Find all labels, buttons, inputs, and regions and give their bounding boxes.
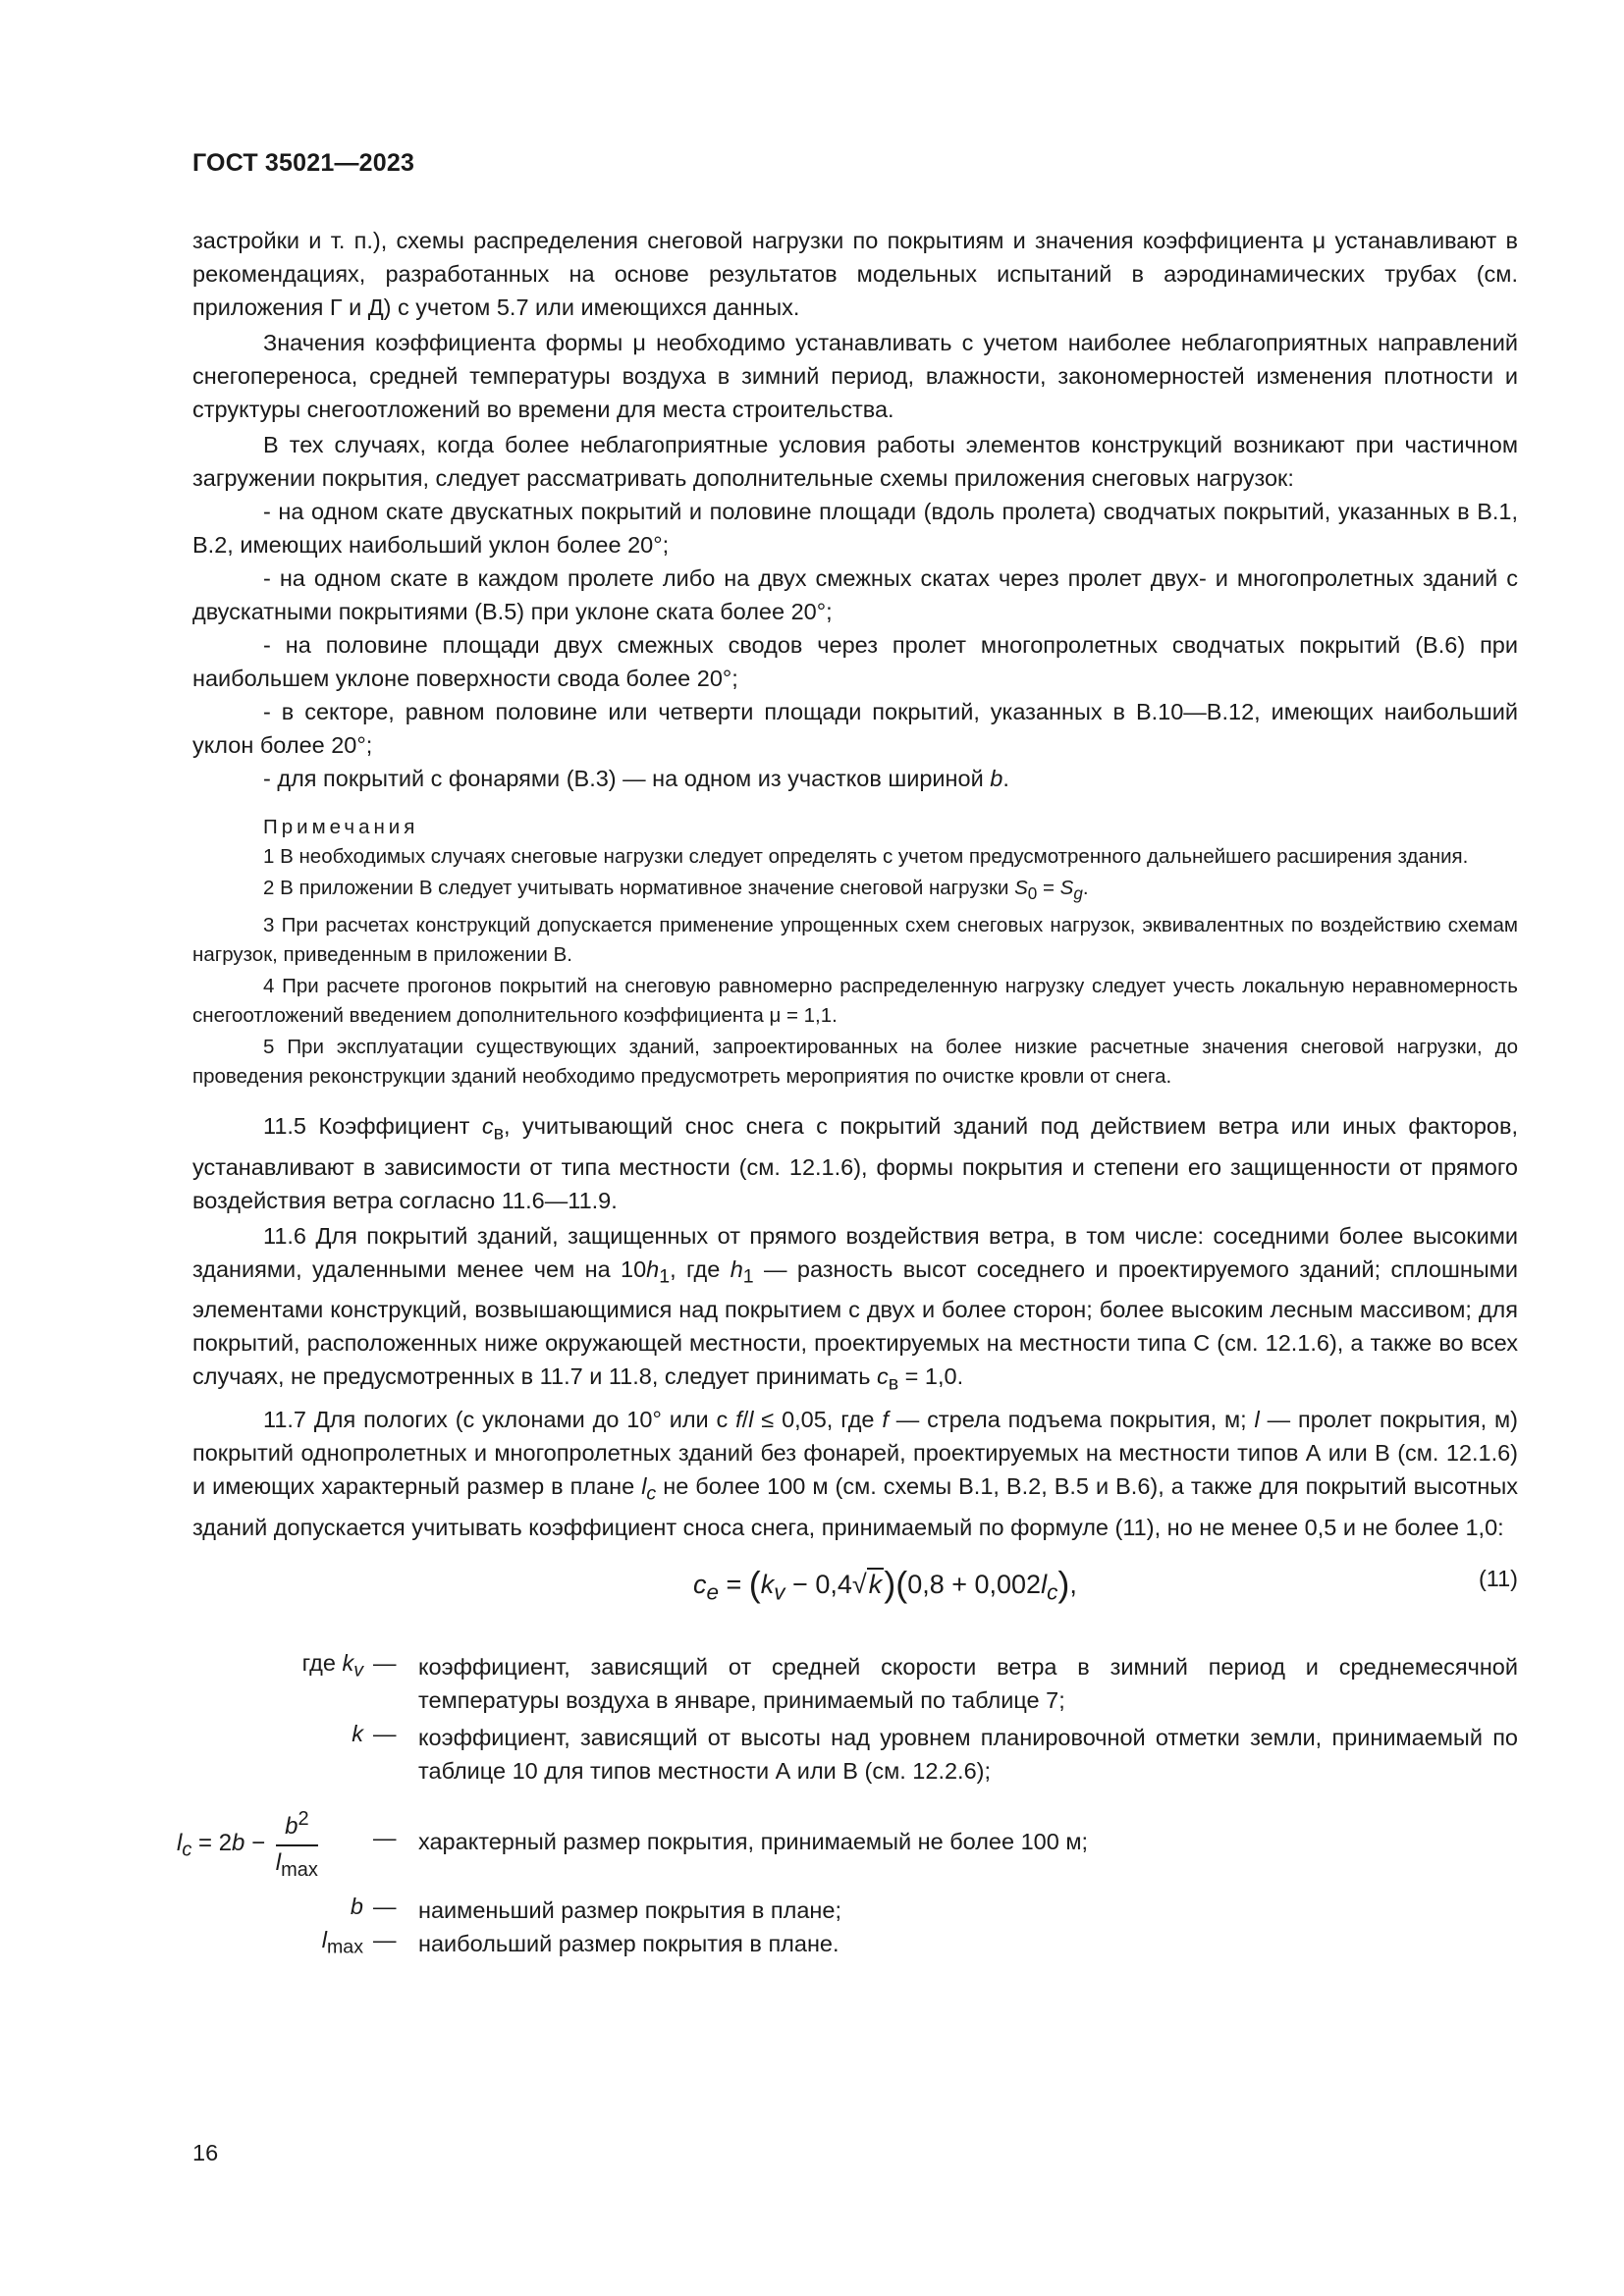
sqrt-symbol: √ bbox=[851, 1569, 867, 1599]
formula-11 bbox=[192, 1554, 1518, 1623]
section-11-6: 11.6 Для покрытий зданий, защищенных от прямого воздействия ветра, в том числе: соседними более высокими зданиями, удаленными менее чем на $10h_1$, где $h_1$ — разность высот соседнего и проектируемого зданий; сплошными элементами конструкций, возвышающимися над покрытием с двух и более сторон; более высоким лесным массивом; для покрытий, расположенных ниже окружающей местности, проектируемых на местности типа С (см. 12.1.6), а также во всех случаях, не предусмотренных в 11.7 и 11.8, следует принимать $c_в = 1,0$. bbox=[192, 1222, 1519, 1396]
note-item: 3 При расчетах конструкций допускается применение упрощенных схем снеговых нагрузок, эквивалентных по воздействию схемам нагрузок, приведенным в приложении В. bbox=[192, 914, 1518, 967]
section-11-5: 11.5 Коэффициент $c_в$, учитывающий снос снега с покрытий зданий под действием ветра или иных факторов, устанавливают в зависимости от типа местности (см. 12.1.6), формы покрытия и степени его защищенности от прямого воздействия ветра согласно 11.6—11.9. bbox=[192, 1113, 1518, 1213]
list-item: - в секторе, равном половине или четверти площади покрытий, указанных в В.10—В.12, имеющих наибольший уклон более 20°; bbox=[192, 699, 1518, 758]
paragraph-partial-loading: В тех случаях, когда более неблагоприятные условия работы элементов конструкций возникают при частичном загружении покрытия, следует рассматривать дополнительные схемы приложения снеговых нагрузок: bbox=[192, 432, 1518, 491]
definition-k: k — коэффициент, зависящий от высоты над уровнем планировочной отметки земли, принимаемый по таблице 10 для типов местности А или В (см. 12.2.6); bbox=[352, 1720, 1518, 1784]
formula-expression: $c_e = (k_v - 0,4√k)(0,8 + 0,002l_c)$, bbox=[693, 1563, 1077, 1605]
definition-b: b — наименьший размер покрытия в плане; bbox=[350, 1893, 842, 1923]
list-item: - на половине площади двух смежных сводов через пролет многопролетных сводчатых покрытий (В.6) при наибольшем уклоне поверхности свода более 20°; bbox=[192, 632, 1518, 691]
definition-lc: $l_c = 2b$ − $\frac{b^2}{l_{max}}$ — характерный размер покрытия, принимаемый не более 100 м; bbox=[192, 1801, 1518, 1884]
document-header: ГОСТ 35021—2023 bbox=[192, 149, 415, 177]
note-item: 5 При эксплуатации существующих зданий, запроектированных на более низкие расчетные значения снеговой нагрузки, до проведения реконструкции зданий необходимо предусмотреть мероприятия по очистке кровли от снега. bbox=[192, 1036, 1518, 1089]
formula-number: (11) bbox=[1478, 1565, 1518, 1591]
notes-heading: Примечания bbox=[263, 816, 419, 838]
list-item: - для покрытий с фонарями (В.3) — на одном из участков шириной b. bbox=[263, 766, 1009, 791]
definition-lmax: $l_{max}$ — наибольший размер покрытия в плане. bbox=[321, 1926, 839, 1958]
definition-kv: где $k_v$ — коэффициент, зависящий от средней скорости ветра в зимний период и среднемесячной температуры воздуха в январе, принимаемый по таблице 7; bbox=[301, 1649, 1518, 1713]
note-item: 2 В приложении В следует учитывать нормативное значение снеговой нагрузки $S_0 = S_g$. bbox=[263, 877, 1089, 904]
paragraph-shape-coefficient: Значения коэффициента формы μ необходимо устанавливать с учетом наиболее неблагоприятных направлений снегопереноса, средней температуры воздуха в зимний период, влажности, закономерностей изменения плотности и структуры снегоотложений во времени для места строительства. bbox=[192, 330, 1518, 422]
section-11-7: 11.7 Для пологих (с уклонами до 10° или с f/l ≤ 0,05, где f — стрела подъема покрытия, м; l — пролет покрытия, м) покрытий однопролетных и многопролетных зданий без фонарей, проектируемых на местности типов А или В (см. 12.1.6) и имеющих характерный размер в плане $l_c$ не более 100 м (см. схемы В.1, В.2, В.5 и В.6), а также для покрытий высотных зданий допускается учитывать коэффициент сноса снега, принимаемый по формуле (11), но не менее 0,5 и не более 1,0: bbox=[192, 1407, 1518, 1540]
note-item: 1 В необходимых случаях снеговые нагрузки следует определять с учетом предусмотренного дальнейшего расширения здания. bbox=[263, 845, 1469, 868]
document-body bbox=[177, 224, 1519, 1958]
note-item: 4 При расчете прогонов покрытий на снеговую равномерно распределенную нагрузку следует учесть локальную неравномерность снегоотложений введением дополнительного коэффициента μ = 1,1. bbox=[192, 975, 1518, 1028]
page-number: 16 bbox=[192, 2140, 219, 2165]
list-item: - на одном скате в каждом пролете либо на двух смежных скатах через пролет двух- и многопролетных зданий с двускатными покрытиями (В.5) при уклоне ската более 20°; bbox=[192, 565, 1518, 624]
list-item: - на одном скате двускатных покрытий и половине площади (вдоль пролета) сводчатых покрытий, указанных в В.1, В.2, имеющих наибольший уклон более 20°; bbox=[192, 499, 1518, 558]
paragraph-continued: застройки и т. п.), схемы распределения снеговой нагрузки по покрытиям и значения коэффициента μ устанавливают в рекомендациях, разработанных на основе результатов модельных испытаний в аэродинамических трубах (см. приложения Г и Д) с учетом 5.7 или имеющихся данных. bbox=[192, 228, 1518, 320]
